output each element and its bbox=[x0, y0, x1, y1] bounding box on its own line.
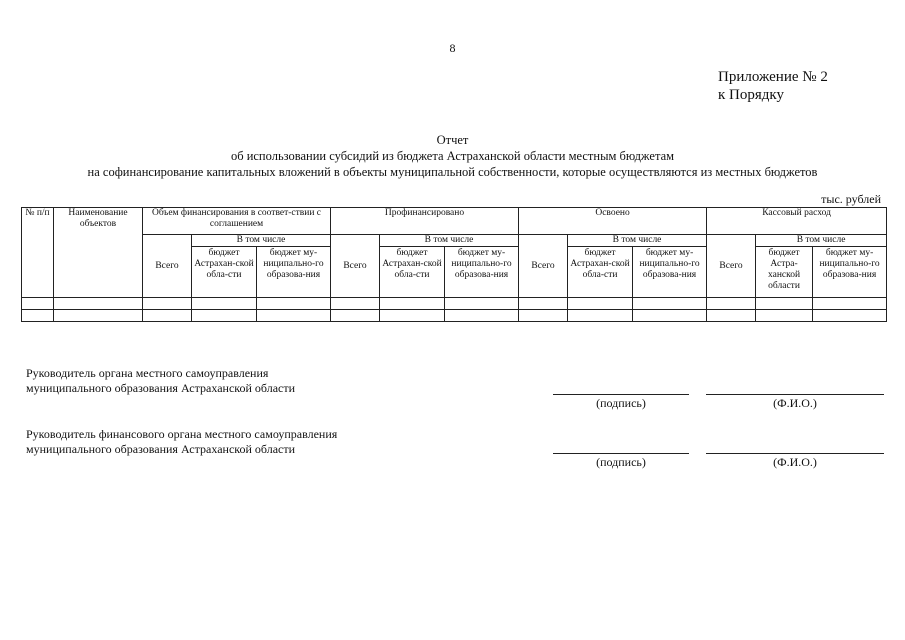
signature-line bbox=[553, 453, 689, 454]
header-regional-budget: бюджет Астра-ханской области bbox=[756, 247, 813, 298]
signer-title-line-1: Руководитель органа местного самоуправления bbox=[26, 366, 269, 380]
table-cell bbox=[331, 298, 380, 310]
signer-title-line-2: муниципального образования Астраханской области bbox=[26, 381, 296, 395]
table-cell bbox=[445, 298, 519, 310]
header-regional-budget: бюджет Астрахан-ской обла-сти bbox=[568, 247, 633, 298]
heading-line-3: на софинансирование капитальных вложений в объекты муниципальной собственности, которые осуществляются из местных бюджетов bbox=[87, 165, 818, 179]
report-table bbox=[21, 207, 887, 322]
table-cell bbox=[22, 310, 54, 322]
header-number: № п/п bbox=[22, 208, 54, 298]
units-label: тыс. рублей bbox=[821, 192, 881, 206]
full-name-line bbox=[706, 394, 884, 395]
table-cell bbox=[568, 298, 633, 310]
report-heading bbox=[0, 132, 905, 180]
header-group-financed: Профинансировано bbox=[331, 208, 519, 235]
table-cell bbox=[445, 310, 519, 322]
header-including: В том числе bbox=[756, 235, 887, 247]
header-group-cash: Кассовый расход bbox=[707, 208, 887, 235]
appendix-line-2: к Порядку bbox=[718, 87, 784, 103]
signer-title-line-1: Руководитель финансового органа местного самоуправления bbox=[26, 427, 338, 441]
table-cell bbox=[54, 310, 143, 322]
table-cell bbox=[756, 310, 813, 322]
table-cell bbox=[519, 310, 568, 322]
signature-caption: (подпись) bbox=[596, 396, 646, 410]
signature-block-finance bbox=[26, 427, 337, 457]
full-name-line bbox=[706, 453, 884, 454]
header-including: В том числе bbox=[568, 235, 707, 247]
header-including: В том числе bbox=[380, 235, 519, 247]
table-cell bbox=[633, 310, 707, 322]
table-cell bbox=[380, 310, 445, 322]
header-group-agreement: Объем финансирования в соответ-ствии с соглашением bbox=[143, 208, 331, 235]
table-cell bbox=[707, 298, 756, 310]
header-total: Всего bbox=[143, 235, 192, 298]
header-regional-budget: бюджет Астрахан-ской обла-сти bbox=[192, 247, 257, 298]
header-total: Всего bbox=[519, 235, 568, 298]
table-cell bbox=[331, 310, 380, 322]
signature-caption: (подпись) bbox=[596, 455, 646, 469]
full-name-caption: (Ф.И.О.) bbox=[773, 396, 817, 410]
table-cell bbox=[568, 310, 633, 322]
table-cell bbox=[756, 298, 813, 310]
header-municipal-budget: бюджет му-ниципально-го образова-ния bbox=[633, 247, 707, 298]
header-including: В том числе bbox=[192, 235, 331, 247]
header-row-totals bbox=[22, 235, 887, 247]
header-object-name: Наименование объектов bbox=[54, 208, 143, 298]
table-row bbox=[22, 310, 887, 322]
header-total: Всего bbox=[707, 235, 756, 298]
table-cell bbox=[192, 310, 257, 322]
table-cell bbox=[519, 298, 568, 310]
table-cell bbox=[143, 310, 192, 322]
table-cell bbox=[707, 310, 756, 322]
signature-line bbox=[553, 394, 689, 395]
table-cell bbox=[380, 298, 445, 310]
table-cell bbox=[813, 310, 887, 322]
table-cell bbox=[143, 298, 192, 310]
table-cell bbox=[633, 298, 707, 310]
signature-block-head bbox=[26, 366, 295, 396]
table-cell bbox=[22, 298, 54, 310]
header-group-mastered: Освоено bbox=[519, 208, 707, 235]
header-regional-budget: бюджет Астрахан-ской обла-сти bbox=[380, 247, 445, 298]
table-cell bbox=[192, 298, 257, 310]
appendix-reference bbox=[718, 68, 828, 104]
header-municipal-budget: бюджет му-ниципально-го образова-ния bbox=[813, 247, 887, 298]
table-cell bbox=[257, 310, 331, 322]
table-row bbox=[22, 298, 887, 310]
page-number: 8 bbox=[449, 41, 456, 55]
heading-line-2: об использовании субсидий из бюджета Астраханской области местным бюджетам bbox=[230, 149, 675, 163]
appendix-line-1: Приложение № 2 bbox=[718, 69, 828, 85]
header-total: Всего bbox=[331, 235, 380, 298]
signer-title-line-2: муниципального образования Астраханской области bbox=[26, 442, 296, 456]
header-municipal-budget: бюджет му-ниципально-го образова-ния bbox=[257, 247, 331, 298]
header-municipal-budget: бюджет му-ниципально-го образова-ния bbox=[445, 247, 519, 298]
table-cell bbox=[813, 298, 887, 310]
full-name-caption: (Ф.И.О.) bbox=[773, 455, 817, 469]
heading-title: Отчет bbox=[436, 133, 469, 147]
table-cell bbox=[257, 298, 331, 310]
header-row-groups bbox=[22, 208, 887, 235]
table-cell bbox=[54, 298, 143, 310]
